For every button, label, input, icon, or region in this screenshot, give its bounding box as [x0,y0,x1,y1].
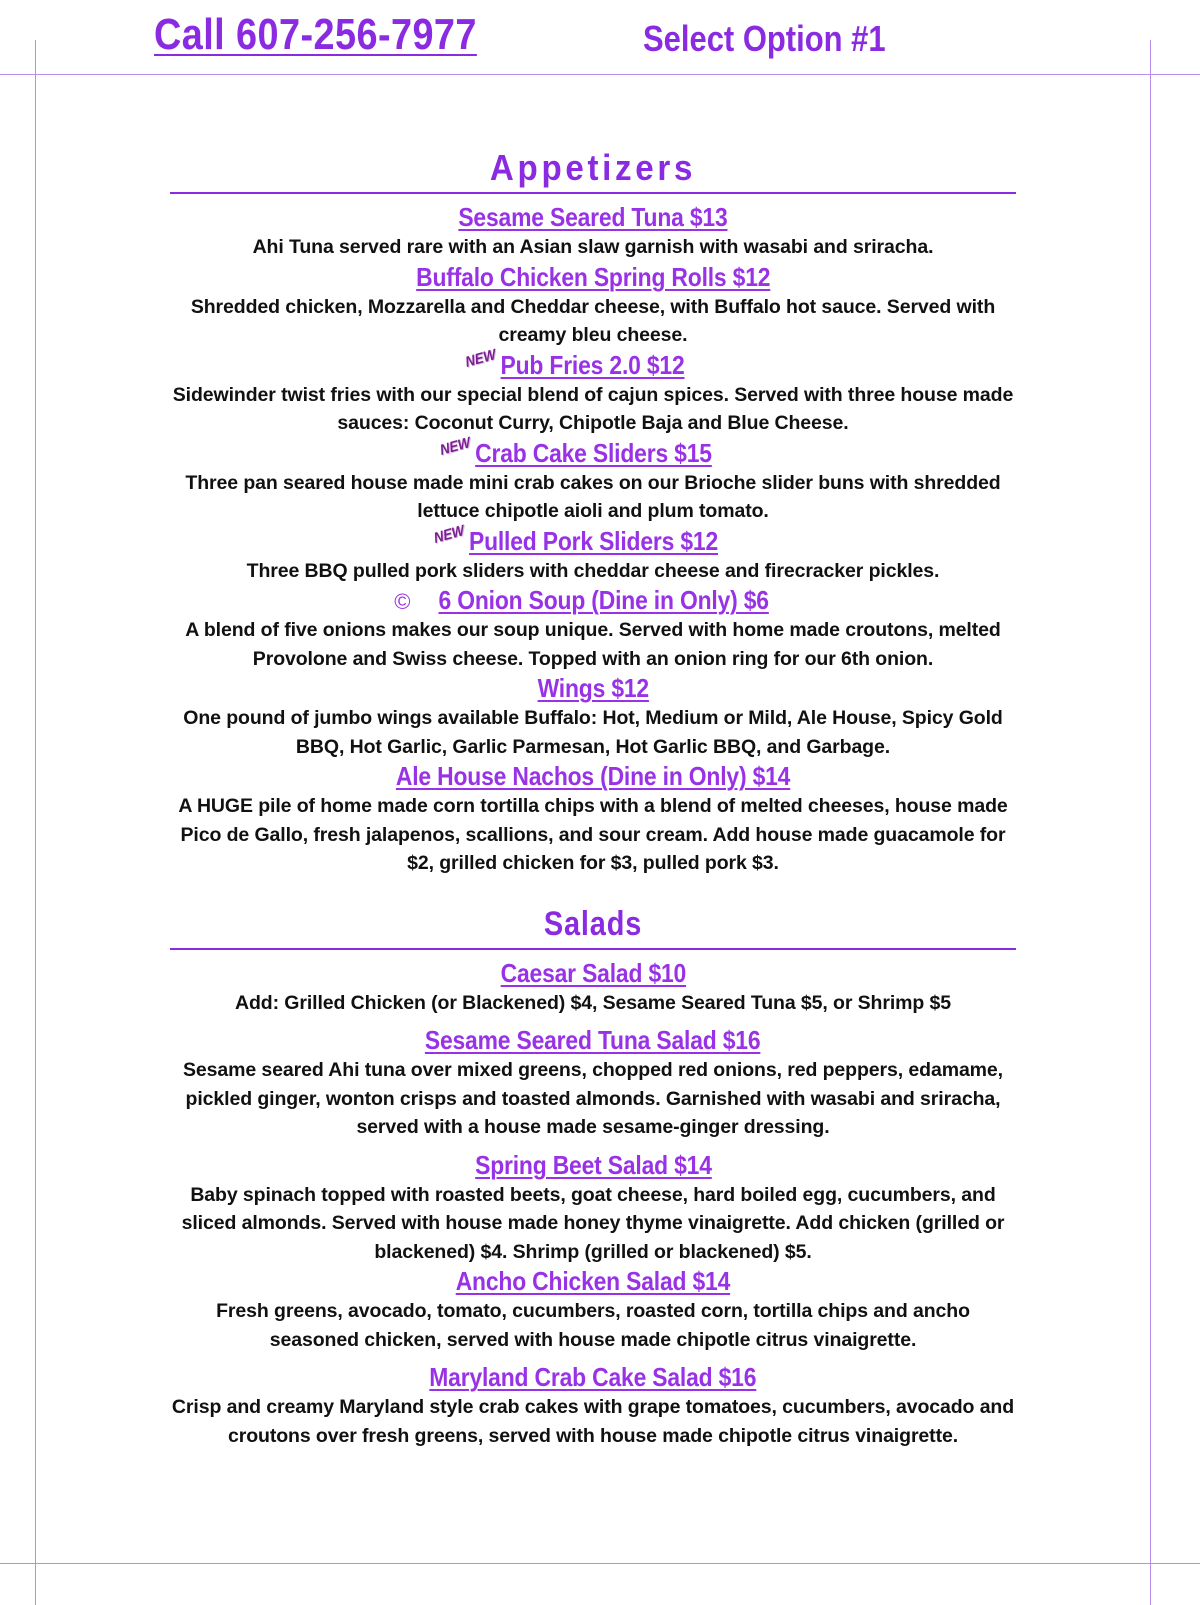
menu-item-title: Pulled Pork Sliders $12 [468,525,718,556]
menu-item-title: Sesame Seared Tuna Salad $16 [425,1025,761,1055]
menu-item-title: Sesame Seared Tuna $13 [458,202,728,232]
menu-item-description: Add: Grilled Chicken (or Blackened) $4, Sesame Seared Tuna $5, or Shrimp $5 [234,991,952,1014]
select-option-text: Select Option #1 [643,18,886,59]
crop-line-left [35,40,36,1605]
menu-item-description: A HUGE pile of home made corn tortilla chips with a blend of melted cheeses, house made Pico de Gallo, fresh jalapenos, scallions, and sour cream. Add house made guacamole for $2, grilled chicken for $3, pulled pork $3. [178,795,1008,874]
item-spacer [170,1354,1016,1362]
menu-item [170,202,1016,262]
section-divider-appetizers [170,192,1016,194]
menu-item-description: Three BBQ pulled pork sliders with cheddar cheese and firecracker pickles. [246,559,940,582]
menu-item-description: Sesame seared Ahi tuna over mixed greens, chopped red onions, red peppers, edamame, pickled ginger, wonton crisps and toasted almonds. Garnished with wasabi and sriracha, served with a house made sesame-ginger dressing. [182,1059,1003,1138]
new-badge-icon: NEW [431,521,466,547]
section-title-appetizers: Appetizers [489,147,697,188]
menu-item-description: Baby spinach topped with roasted beets, goat cheese, hard boiled egg, cucumbers, and sliced almonds. Served with house made honey thyme vinaigrette. Add chicken (grilled or blackened) $4. Shrimp (grilled or blackened) $5. [181,1183,1005,1263]
menu-item [170,521,1016,586]
crop-line-bottom [0,1563,1200,1564]
menu-item-description: Sidewinder twist fries with our special blend of cajun spices. Served with three house made sauces: Coconut Curry, Chipotle Baja and Blue Cheese. [172,383,1014,434]
new-badge-icon: NEW [437,433,472,459]
new-badge-icon: NEW [464,345,498,371]
item-spacer [170,1142,1016,1150]
menu-item [170,262,1016,350]
menu-item-title: Ale House Nachos (Dine in Only) $14 [395,761,791,791]
menu-item-title: Ancho Chicken Salad $14 [455,1266,731,1296]
menu-item-description: Crisp and creamy Maryland style crab cakes with grape tomatoes, cucumbers, avocado and croutons over fresh greens, served with house made chipotle citrus vinaigrette. [171,1396,1015,1447]
menu-item-description: Three pan seared house made mini crab cakes on our Brioche slider buns with shredded lettuce chipotle aioli and plum tomato. [185,471,1001,522]
section-divider-salads [170,948,1016,950]
menu-item [170,761,1016,878]
menu-item [170,673,1016,761]
menu-item-title: Wings $12 [537,673,649,703]
menu-item-title: Maryland Crab Cake Salad $16 [429,1362,757,1392]
menu-item-title: Spring Beet Salad $14 [474,1149,712,1180]
menu-item [170,1362,1016,1450]
menu-item-title: Buffalo Chicken Spring Rolls $12 [415,261,771,292]
item-spacer [170,1017,1016,1025]
menu-item-title: Caesar Salad $10 [500,957,686,988]
menu-item-title: Crab Cake Sliders $15 [474,437,712,468]
crop-line-right [1150,40,1151,1605]
menu-item-description: Shredded chicken, Mozzarella and Cheddar cheese, with Buffalo hot sauce. Served with creamy bleu cheese. [190,295,996,346]
section-title-salads: Salads [543,904,643,943]
menu-item [170,1025,1016,1142]
menu-item-title: Pub Fries 2.0 $12 [501,349,685,380]
menu-item-title: 6 Onion Soup (Dine in Only) $6 [438,585,770,615]
copyright-icon: © [394,589,411,614]
menu-item-description: One pound of jumbo wings available Buffalo: Hot, Medium or Mild, Ale House, Spicy Gold BBQ, Hot Garlic, Garlic Parmesan, Hot Garlic BBQ, and Garbage. [183,707,1003,758]
menu-item [170,1266,1016,1354]
menu-item-title-wrap [431,521,718,556]
phone-number-link[interactable]: Call 607-256-7977 [154,10,477,59]
menu-item-description: A blend of five onions makes our soup unique. Served with home made croutons, melted Provolone and Swiss cheese. Topped with an onion ring for our 6th onion. [185,619,1001,670]
menu-item-title-wrap [464,345,685,380]
menu-item-title-wrap [437,433,712,468]
menu-item-description: Fresh greens, avocado, tomato, cucumbers, roasted corn, tortilla chips and ancho seasoned chicken, served with house made chipotle citrus vinaigrette. [216,1300,970,1351]
menu-item [170,1150,1016,1267]
menu-item [170,345,1016,438]
menu-item [170,958,1016,1018]
menu-item-description: Ahi Tuna served rare with an Asian slaw garnish with wasabi and sriracha. [252,236,934,258]
menu-content [170,148,1016,1450]
crop-line-top [0,74,1200,75]
menu-item [170,585,1016,673]
section-spacer [170,878,1016,904]
menu-item [170,433,1016,526]
